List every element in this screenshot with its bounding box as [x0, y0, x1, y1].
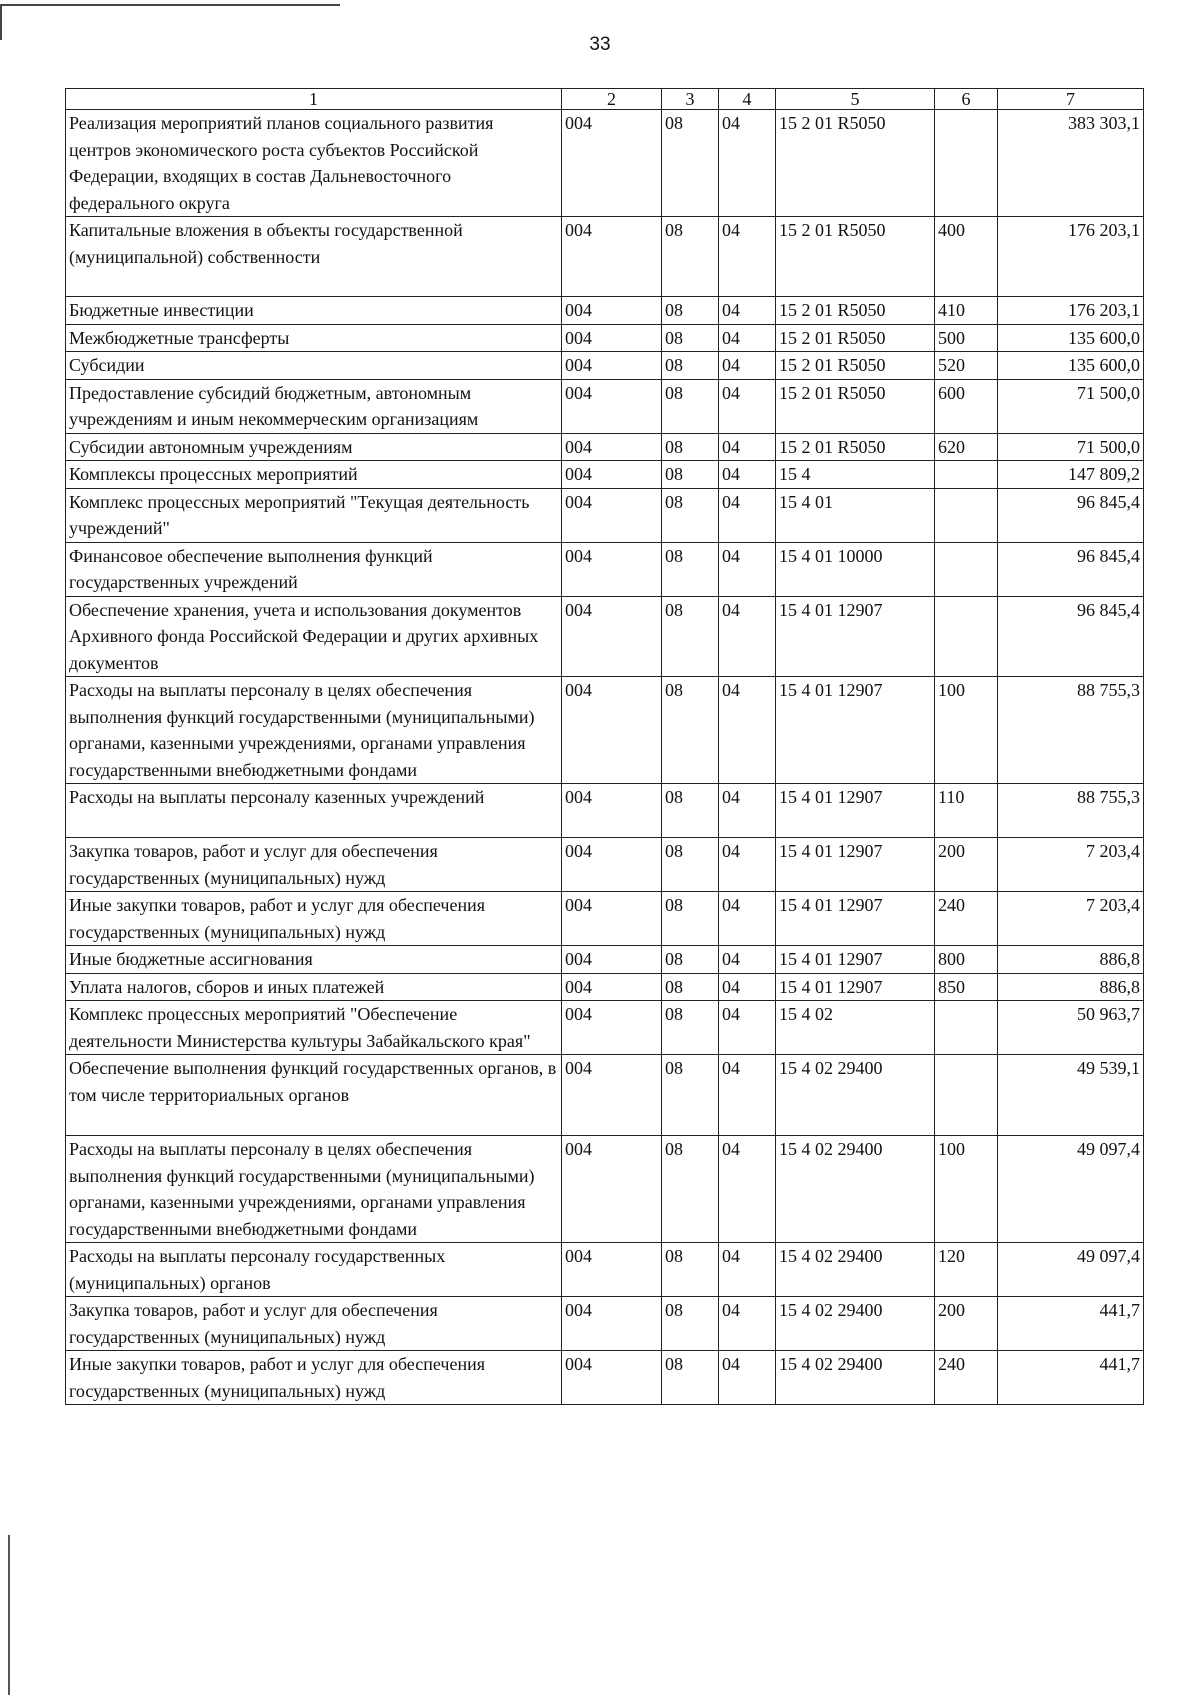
chapter-code-cell: 004 — [562, 352, 662, 380]
target-article-cell: 15 4 01 — [776, 488, 935, 542]
table-header-row — [66, 89, 1144, 110]
expense-type-cell: 600 — [935, 379, 998, 433]
target-article-cell: 15 4 01 12907 — [776, 973, 935, 1001]
subsection-code-cell: 04 — [719, 838, 776, 892]
row-name-cell: Предоставление субсидий бюджетным, автономным учреждениям и иным некоммерческим организациям — [66, 379, 562, 433]
table-row — [66, 892, 1144, 946]
expense-type-cell: 120 — [935, 1243, 998, 1297]
subsection-code-cell: 04 — [719, 1243, 776, 1297]
expense-type-cell: 520 — [935, 352, 998, 380]
expense-type-cell — [935, 110, 998, 217]
expense-type-cell: 200 — [935, 1297, 998, 1351]
table-row — [66, 946, 1144, 974]
amount-cell: 886,8 — [998, 973, 1144, 1001]
target-article-cell: 15 4 02 29400 — [776, 1351, 935, 1405]
amount-cell: 383 303,1 — [998, 110, 1144, 217]
chapter-code-cell: 004 — [562, 677, 662, 784]
section-code-cell: 08 — [662, 352, 719, 380]
table-row — [66, 542, 1144, 596]
amount-cell: 71 500,0 — [998, 379, 1144, 433]
expense-type-cell: 240 — [935, 892, 998, 946]
row-name-cell: Расходы на выплаты персоналу в целях обеспечения выполнения функций государственными (муниципальными) органами, казенными учреждениями, органами управления государственными внебюджетными фондами — [66, 1136, 562, 1243]
expense-type-cell: 800 — [935, 946, 998, 974]
row-name-cell: Расходы на выплаты персоналу государственных (муниципальных) органов — [66, 1243, 562, 1297]
target-article-cell: 15 4 02 29400 — [776, 1243, 935, 1297]
subsection-code-cell: 04 — [719, 1055, 776, 1136]
row-name-cell: Иные закупки товаров, работ и услуг для обеспечения государственных (муниципальных) нужд — [66, 1351, 562, 1405]
chapter-code-cell: 004 — [562, 217, 662, 297]
expense-type-cell — [935, 1055, 998, 1136]
target-article-cell: 15 2 01 R5050 — [776, 352, 935, 380]
amount-cell: 135 600,0 — [998, 352, 1144, 380]
subsection-code-cell: 04 — [719, 461, 776, 489]
row-name-cell: Бюджетные инвестиции — [66, 297, 562, 325]
chapter-code-cell: 004 — [562, 1001, 662, 1055]
scan-edge-mark — [8, 1535, 10, 1695]
table-row — [66, 461, 1144, 489]
amount-cell: 49 539,1 — [998, 1055, 1144, 1136]
subsection-code-cell: 04 — [719, 110, 776, 217]
subsection-code-cell: 04 — [719, 352, 776, 380]
table-row — [66, 1243, 1144, 1297]
section-code-cell: 08 — [662, 433, 719, 461]
column-header: 7 — [998, 89, 1144, 110]
section-code-cell: 08 — [662, 838, 719, 892]
subsection-code-cell: 04 — [719, 677, 776, 784]
table-row — [66, 677, 1144, 784]
chapter-code-cell: 004 — [562, 784, 662, 838]
target-article-cell: 15 4 01 12907 — [776, 596, 935, 677]
table-row — [66, 1001, 1144, 1055]
table-row — [66, 1055, 1144, 1136]
section-code-cell: 08 — [662, 110, 719, 217]
subsection-code-cell: 04 — [719, 433, 776, 461]
amount-cell: 147 809,2 — [998, 461, 1144, 489]
row-name-cell: Иные бюджетные ассигнования — [66, 946, 562, 974]
subsection-code-cell: 04 — [719, 217, 776, 297]
section-code-cell: 08 — [662, 542, 719, 596]
target-article-cell: 15 4 01 12907 — [776, 838, 935, 892]
table-row — [66, 324, 1144, 352]
section-code-cell: 08 — [662, 677, 719, 784]
table-row — [66, 784, 1144, 838]
subsection-code-cell: 04 — [719, 379, 776, 433]
table-row — [66, 1297, 1144, 1351]
chapter-code-cell: 004 — [562, 379, 662, 433]
row-name-cell: Комплексы процессных мероприятий — [66, 461, 562, 489]
subsection-code-cell: 04 — [719, 1351, 776, 1405]
amount-cell: 71 500,0 — [998, 433, 1144, 461]
target-article-cell: 15 4 — [776, 461, 935, 489]
expense-type-cell: 850 — [935, 973, 998, 1001]
expense-type-cell — [935, 596, 998, 677]
row-name-cell: Уплата налогов, сборов и иных платежей — [66, 973, 562, 1001]
chapter-code-cell: 004 — [562, 1297, 662, 1351]
subsection-code-cell: 04 — [719, 488, 776, 542]
table-row — [66, 297, 1144, 325]
chapter-code-cell: 004 — [562, 324, 662, 352]
section-code-cell: 08 — [662, 488, 719, 542]
page-number: 33 — [589, 34, 611, 55]
target-article-cell: 15 4 01 12907 — [776, 677, 935, 784]
target-article-cell: 15 2 01 R5050 — [776, 324, 935, 352]
row-name-cell: Комплекс процессных мероприятий "Обеспечение деятельности Министерства культуры Забайкальского края" — [66, 1001, 562, 1055]
subsection-code-cell: 04 — [719, 892, 776, 946]
section-code-cell: 08 — [662, 461, 719, 489]
row-name-cell: Межбюджетные трансферты — [66, 324, 562, 352]
chapter-code-cell: 004 — [562, 1055, 662, 1136]
subsection-code-cell: 04 — [719, 1001, 776, 1055]
subsection-code-cell: 04 — [719, 596, 776, 677]
table-row — [66, 379, 1144, 433]
amount-cell: 886,8 — [998, 946, 1144, 974]
row-name-cell: Реализация мероприятий планов социального развития центров экономического роста субъектов Российской Федерации, входящих в состав Дальневосточного федерального округа — [66, 110, 562, 217]
table-row — [66, 433, 1144, 461]
section-code-cell: 08 — [662, 1351, 719, 1405]
row-name-cell: Обеспечение выполнения функций государственных органов, в том числе территориальных органов — [66, 1055, 562, 1136]
row-name-cell: Обеспечение хранения, учета и использования документов Архивного фонда Российской Федерации и других архивных документов — [66, 596, 562, 677]
amount-cell: 7 203,4 — [998, 838, 1144, 892]
row-name-cell: Субсидии — [66, 352, 562, 380]
amount-cell: 176 203,1 — [998, 297, 1144, 325]
table-row — [66, 110, 1144, 217]
column-header: 5 — [776, 89, 935, 110]
chapter-code-cell: 004 — [562, 973, 662, 1001]
amount-cell: 49 097,4 — [998, 1243, 1144, 1297]
chapter-code-cell: 004 — [562, 596, 662, 677]
row-name-cell: Закупка товаров, работ и услуг для обеспечения государственных (муниципальных) нужд — [66, 1297, 562, 1351]
table-row — [66, 1351, 1144, 1405]
chapter-code-cell: 004 — [562, 110, 662, 217]
section-code-cell: 08 — [662, 596, 719, 677]
subsection-code-cell: 04 — [719, 324, 776, 352]
table-row — [66, 217, 1144, 297]
table-row — [66, 488, 1144, 542]
expense-type-cell — [935, 1001, 998, 1055]
section-code-cell: 08 — [662, 217, 719, 297]
expense-type-cell: 110 — [935, 784, 998, 838]
expense-type-cell — [935, 461, 998, 489]
expense-type-cell: 410 — [935, 297, 998, 325]
subsection-code-cell: 04 — [719, 297, 776, 325]
column-header: 1 — [66, 89, 562, 110]
row-name-cell: Иные закупки товаров, работ и услуг для обеспечения государственных (муниципальных) нужд — [66, 892, 562, 946]
row-name-cell: Капитальные вложения в объекты государственной (муниципальной) собственности — [66, 217, 562, 297]
section-code-cell: 08 — [662, 379, 719, 433]
target-article-cell: 15 4 01 12907 — [776, 946, 935, 974]
table-row — [66, 352, 1144, 380]
chapter-code-cell: 004 — [562, 946, 662, 974]
expense-type-cell — [935, 488, 998, 542]
section-code-cell: 08 — [662, 892, 719, 946]
expense-type-cell: 200 — [935, 838, 998, 892]
table-row — [66, 596, 1144, 677]
row-name-cell: Субсидии автономным учреждениям — [66, 433, 562, 461]
chapter-code-cell: 004 — [562, 892, 662, 946]
expense-type-cell: 100 — [935, 677, 998, 784]
column-header: 3 — [662, 89, 719, 110]
amount-cell: 88 755,3 — [998, 677, 1144, 784]
scan-edge-mark — [0, 4, 340, 6]
subsection-code-cell: 04 — [719, 973, 776, 1001]
chapter-code-cell: 004 — [562, 433, 662, 461]
chapter-code-cell: 004 — [562, 838, 662, 892]
target-article-cell: 15 4 02 — [776, 1001, 935, 1055]
amount-cell: 96 845,4 — [998, 542, 1144, 596]
amount-cell: 135 600,0 — [998, 324, 1144, 352]
budget-table — [65, 88, 1144, 1405]
subsection-code-cell: 04 — [719, 784, 776, 838]
target-article-cell: 15 2 01 R5050 — [776, 110, 935, 217]
target-article-cell: 15 4 02 29400 — [776, 1055, 935, 1136]
section-code-cell: 08 — [662, 946, 719, 974]
row-name-cell: Расходы на выплаты персоналу казенных учреждений — [66, 784, 562, 838]
section-code-cell: 08 — [662, 324, 719, 352]
subsection-code-cell: 04 — [719, 1136, 776, 1243]
subsection-code-cell: 04 — [719, 1297, 776, 1351]
expense-type-cell: 500 — [935, 324, 998, 352]
chapter-code-cell: 004 — [562, 297, 662, 325]
amount-cell: 96 845,4 — [998, 488, 1144, 542]
column-header: 2 — [562, 89, 662, 110]
expense-type-cell: 400 — [935, 217, 998, 297]
amount-cell: 176 203,1 — [998, 217, 1144, 297]
chapter-code-cell: 004 — [562, 461, 662, 489]
expense-type-cell: 240 — [935, 1351, 998, 1405]
row-name-cell: Закупка товаров, работ и услуг для обеспечения государственных (муниципальных) нужд — [66, 838, 562, 892]
table-row — [66, 973, 1144, 1001]
column-header: 4 — [719, 89, 776, 110]
section-code-cell: 08 — [662, 1297, 719, 1351]
expense-type-cell: 100 — [935, 1136, 998, 1243]
section-code-cell: 08 — [662, 1055, 719, 1136]
chapter-code-cell: 004 — [562, 1351, 662, 1405]
table-row — [66, 838, 1144, 892]
amount-cell: 88 755,3 — [998, 784, 1144, 838]
target-article-cell: 15 4 01 12907 — [776, 784, 935, 838]
section-code-cell: 08 — [662, 973, 719, 1001]
section-code-cell: 08 — [662, 1243, 719, 1297]
target-article-cell: 15 4 01 12907 — [776, 892, 935, 946]
section-code-cell: 08 — [662, 297, 719, 325]
target-article-cell: 15 4 02 29400 — [776, 1136, 935, 1243]
target-article-cell: 15 2 01 R5050 — [776, 379, 935, 433]
table-row — [66, 1136, 1144, 1243]
subsection-code-cell: 04 — [719, 946, 776, 974]
section-code-cell: 08 — [662, 1136, 719, 1243]
amount-cell: 50 963,7 — [998, 1001, 1144, 1055]
target-article-cell: 15 2 01 R5050 — [776, 433, 935, 461]
chapter-code-cell: 004 — [562, 488, 662, 542]
target-article-cell: 15 4 02 29400 — [776, 1297, 935, 1351]
chapter-code-cell: 004 — [562, 1243, 662, 1297]
amount-cell: 96 845,4 — [998, 596, 1144, 677]
row-name-cell: Расходы на выплаты персоналу в целях обеспечения выполнения функций государственными (муниципальными) органами, казенными учреждениями, органами управления государственными внебюджетными фондами — [66, 677, 562, 784]
target-article-cell: 15 2 01 R5050 — [776, 297, 935, 325]
subsection-code-cell: 04 — [719, 542, 776, 596]
amount-cell: 7 203,4 — [998, 892, 1144, 946]
section-code-cell: 08 — [662, 1001, 719, 1055]
target-article-cell: 15 2 01 R5050 — [776, 217, 935, 297]
section-code-cell: 08 — [662, 784, 719, 838]
chapter-code-cell: 004 — [562, 1136, 662, 1243]
expense-type-cell — [935, 542, 998, 596]
column-header: 6 — [935, 89, 998, 110]
target-article-cell: 15 4 01 10000 — [776, 542, 935, 596]
amount-cell: 441,7 — [998, 1297, 1144, 1351]
row-name-cell: Финансовое обеспечение выполнения функций государственных учреждений — [66, 542, 562, 596]
amount-cell: 441,7 — [998, 1351, 1144, 1405]
expense-type-cell: 620 — [935, 433, 998, 461]
amount-cell: 49 097,4 — [998, 1136, 1144, 1243]
row-name-cell: Комплекс процессных мероприятий "Текущая деятельность учреждений" — [66, 488, 562, 542]
chapter-code-cell: 004 — [562, 542, 662, 596]
